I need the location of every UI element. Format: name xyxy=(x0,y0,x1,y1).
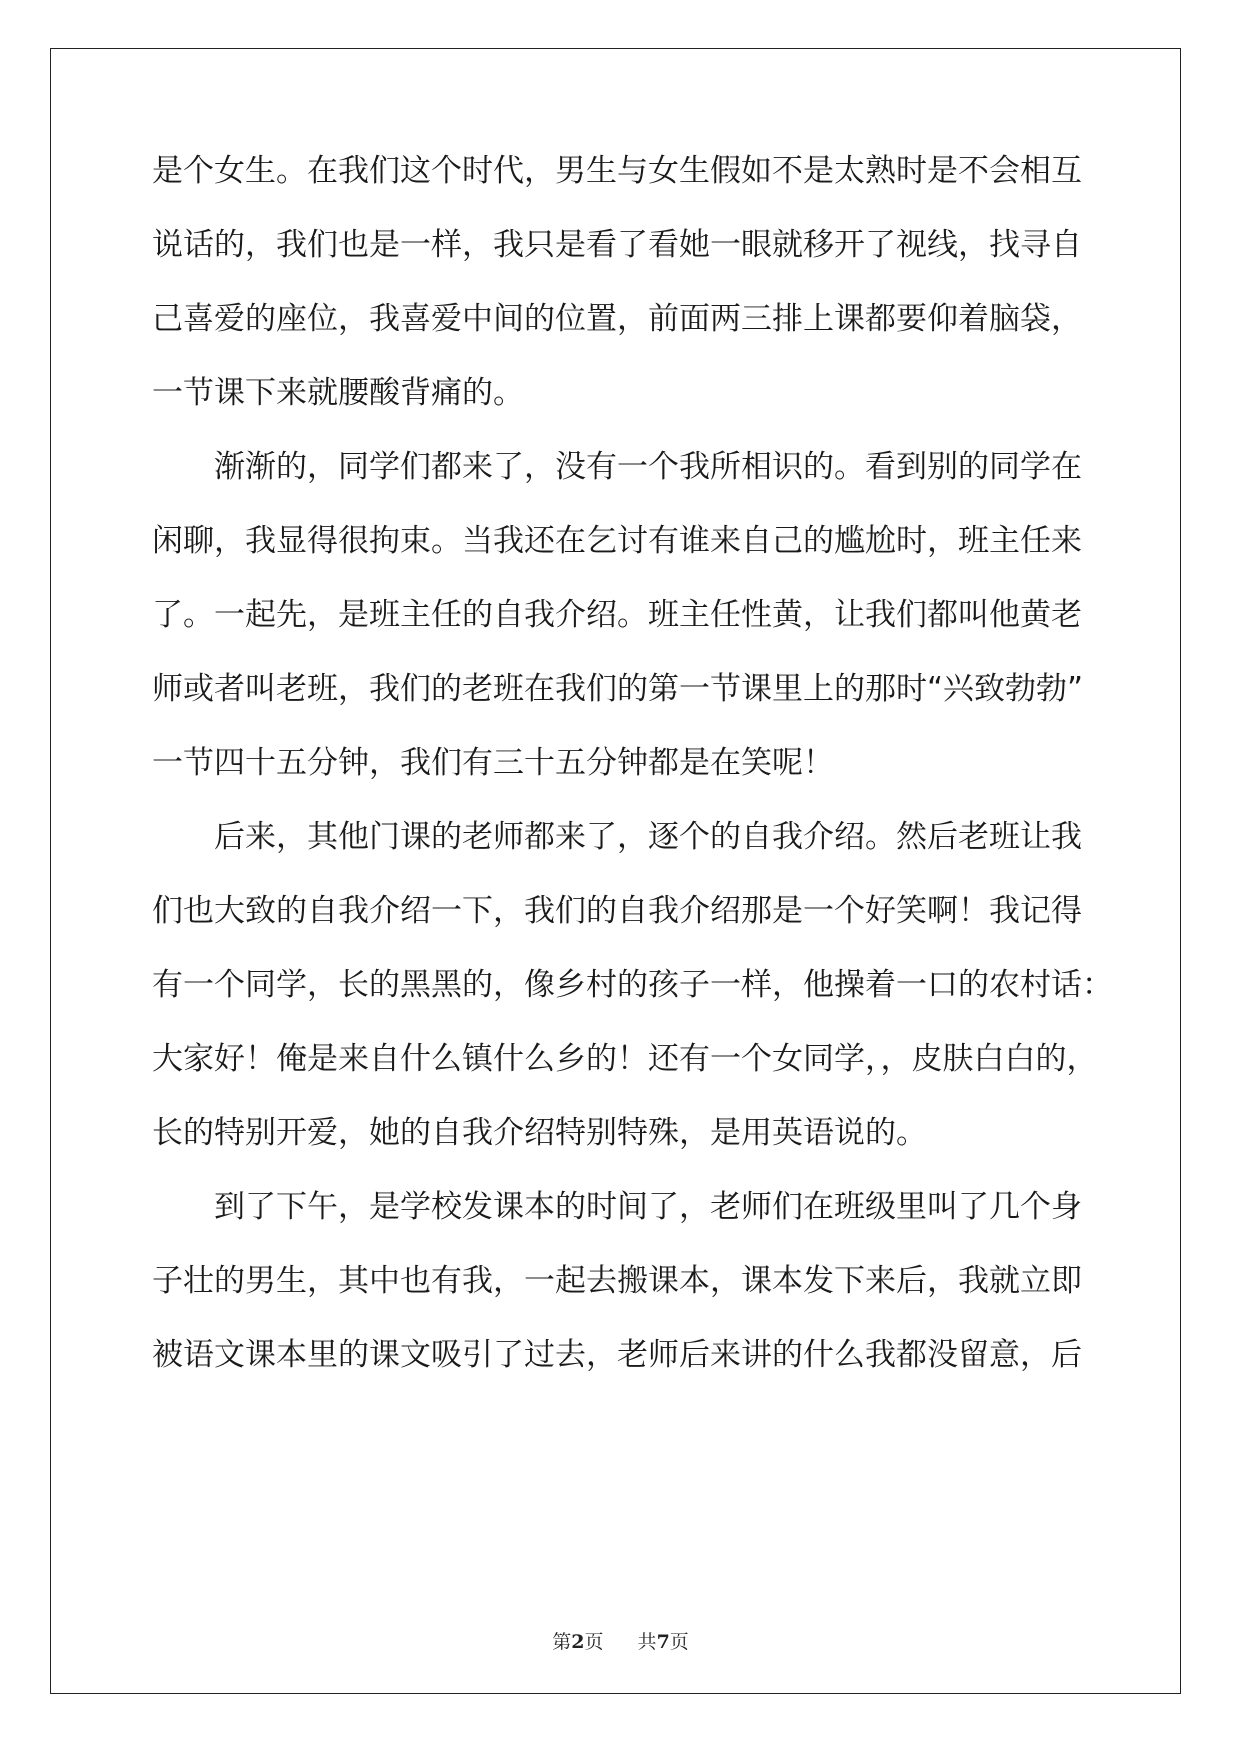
text-line: 大家好！俺是来自什么镇什么乡的！还有一个女同学，，皮肤白白的， xyxy=(152,1041,1098,1077)
text-line: 说话的，我们也是一样，我只是看了看她一眼就移开了视线，找寻自 xyxy=(152,227,1082,263)
text-line: 被语文课本里的课文吸引了过去，老师后来讲的什么我都没留意，后 xyxy=(152,1337,1082,1373)
page-footer xyxy=(0,1627,1241,1654)
text-line: 一节课下来就腰酸背痛的。 xyxy=(152,375,524,411)
total-label-prefix: 共 xyxy=(637,1631,657,1653)
page-label-suffix: 页 xyxy=(584,1631,604,1653)
text-line: 己喜爱的座位，我喜爱中间的位置，前面两三排上课都要仰着脑袋， xyxy=(152,301,1082,337)
text-line: 了。一起先，是班主任的自我介绍。班主任性黄，让我们都叫他黄老 xyxy=(152,597,1082,633)
text-line: 闲聊，我显得很拘束。当我还在乞讨有谁来自己的尴尬时，班主任来 xyxy=(152,523,1082,559)
page-label-prefix: 第 xyxy=(552,1631,572,1653)
page-number: 2 xyxy=(571,1631,585,1653)
text-line: 是个女生。在我们这个时代，男生与女生假如不是太熟时是不会相互 xyxy=(152,153,1082,189)
text-line: 们也大致的自我介绍一下，我们的自我介绍那是一个好笑啊！我记得 xyxy=(152,893,1082,929)
text-line: 师或者叫老班，我们的老班在我们的第一节课里上的那时“兴致勃勃” xyxy=(152,671,1084,707)
total-pages: 7 xyxy=(656,1631,670,1653)
text-line: 到了下午，是学校发课本的时间了，老师们在班级里叫了几个身 xyxy=(152,1189,1082,1225)
text-line: 后来，其他门课的老师都来了，逐个的自我介绍。然后老班让我 xyxy=(152,819,1082,855)
text-line: 一节四十五分钟，我们有三十五分钟都是在笑呢！ xyxy=(152,745,834,781)
text-line: 子壮的男生，其中也有我，一起去搬课本，课本发下来后，我就立即 xyxy=(152,1263,1082,1299)
total-label-suffix: 页 xyxy=(669,1631,689,1653)
text-line: 长的特别开爱，她的自我介绍特别特殊，是用英语说的。 xyxy=(152,1115,927,1151)
text-line: 渐渐的，同学们都来了，没有一个我所相识的。看到别的同学在 xyxy=(152,449,1082,485)
text-line: 有一个同学，长的黑黑的，像乡村的孩子一样，他操着一口的农村话： xyxy=(152,967,1113,1003)
